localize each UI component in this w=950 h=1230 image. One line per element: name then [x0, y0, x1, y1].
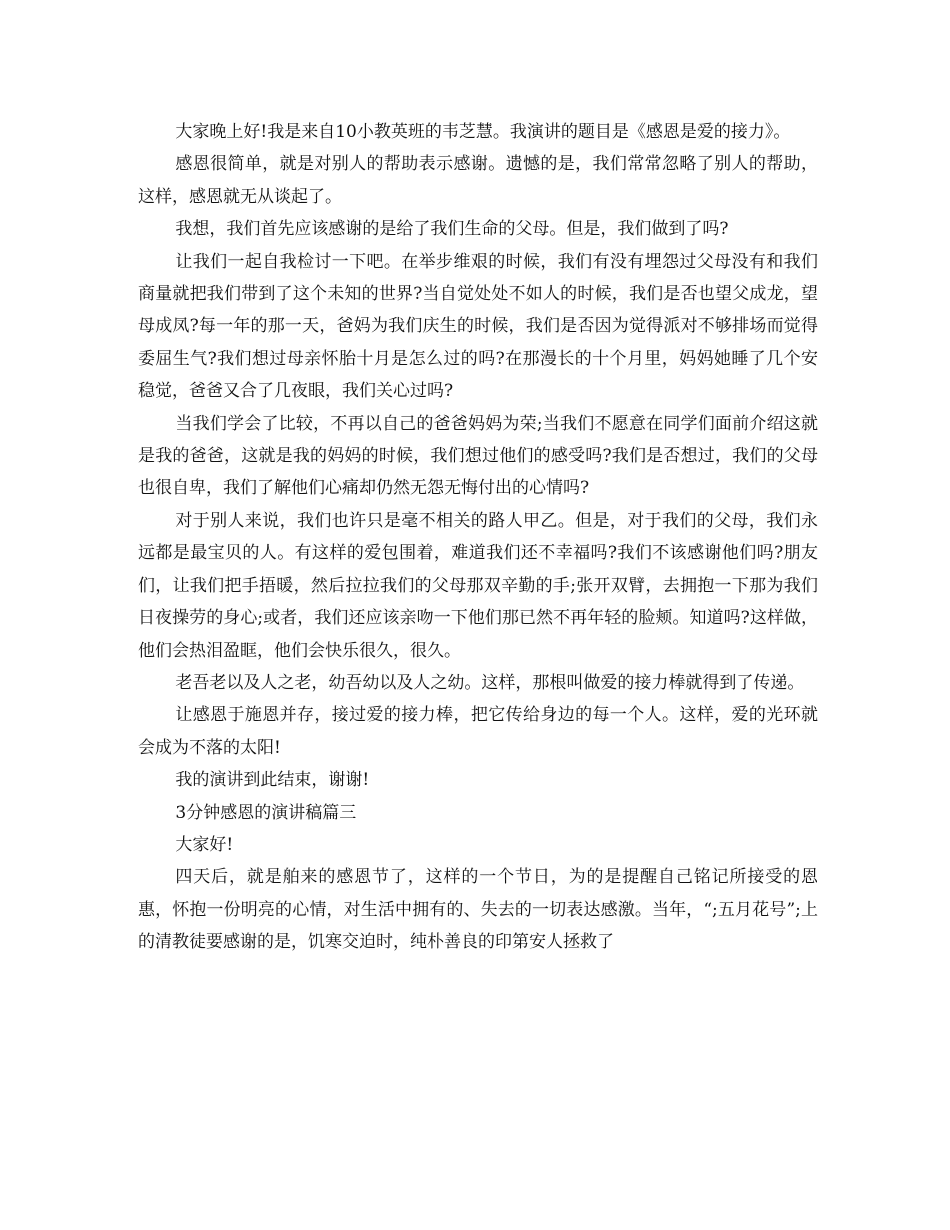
- paragraph-relay: 让感恩于施恩并存，接过爱的接力棒，把它传给身边的每一个人。这样，爱的光环就会成为不落的太阳!: [138, 705, 818, 758]
- paragraph-greeting-intro: 大家晚上好!我是来自10小教英班的韦芝慧。我演讲的题目是《感恩是爱的接力》。: [175, 122, 791, 142]
- paragraph-closing: 我的演讲到此结束，谢谢!: [175, 770, 370, 791]
- paragraph-self-reflection: 让我们一起自我检讨一下吧。在举步维艰的时候，我们有没有埋怨过父母没有和我们商量就把我们带到了这个未知的世界?当自觉处处不如人的时候，我们是否也望父成龙，望母成凤?每一年的那一天，爸妈为我们庆生的时候，我们是否因为觉得派对不够排场而觉得委屈生气?我们想过母亲怀胎十月是怎么过的吗?在那漫长的十个月里，妈妈她睡了几个安稳觉，爸爸又合了几夜眼，我们关心过吗?: [138, 251, 818, 402]
- paragraph-comparison: 当我们学会了比较，不再以自己的爸爸妈妈为荣;当我们不愿意在同学们面前介绍这就是我的爸爸，这就是我的妈妈的时候，我们想过他们的感受吗?我们是否想过，我们的父母也很自卑，我们了解他们心痛却仍然无怨无悔付出的心情吗?: [138, 413, 818, 499]
- paragraph-thank-parents: 我想，我们首先应该感谢的是给了我们生命的父母。但是，我们做到了吗?: [175, 219, 729, 240]
- paragraph-treasured: 对于别人来说，我们也许只是毫不相关的路人甲乙。但是，对于我们的父母，我们永远都是最宝贝的人。有这样的爱包围着，难道我们还不幸福吗?我们不该感谢他们吗?朋友们，让我们把手捂暖，然后拉拉我们的父母那双辛勤的手;张开双臂，去拥抱一下那为我们日夜操劳的身心;或者，我们还应该亲吻一下他们那已然不再年轻的脸颊。知道吗?这样做，他们会热泪盈眶，他们会快乐很久，很久。: [138, 510, 818, 661]
- paragraph-gratitude-simple: 感恩很简单，就是对别人的帮助表示感谢。遗憾的是，我们常常忽略了别人的帮助，这样，感恩就无从谈起了。: [138, 154, 818, 207]
- paragraph-proverb: 老吾老以及人之老，幼吾幼以及人之幼。这样，那根叫做爱的接力棒就得到了传递。: [175, 672, 805, 693]
- paragraph-greeting: 大家好!: [175, 834, 234, 855]
- section-heading: 3分钟感恩的演讲稿篇三: [175, 802, 357, 823]
- paragraph-thanksgiving: 四天后，就是舶来的感恩节了，这样的一个节日，为的是提醒自己铭记所接受的恩惠，怀抱一份明亮的心情，对生活中拥有的、失去的一切表达感激。当年，“;五月花号”;上的清教徒要感谢的是，饥寒交迫时，纯朴善良的印第安人拯救了: [138, 867, 818, 953]
- document-body: [138, 116, 818, 959]
